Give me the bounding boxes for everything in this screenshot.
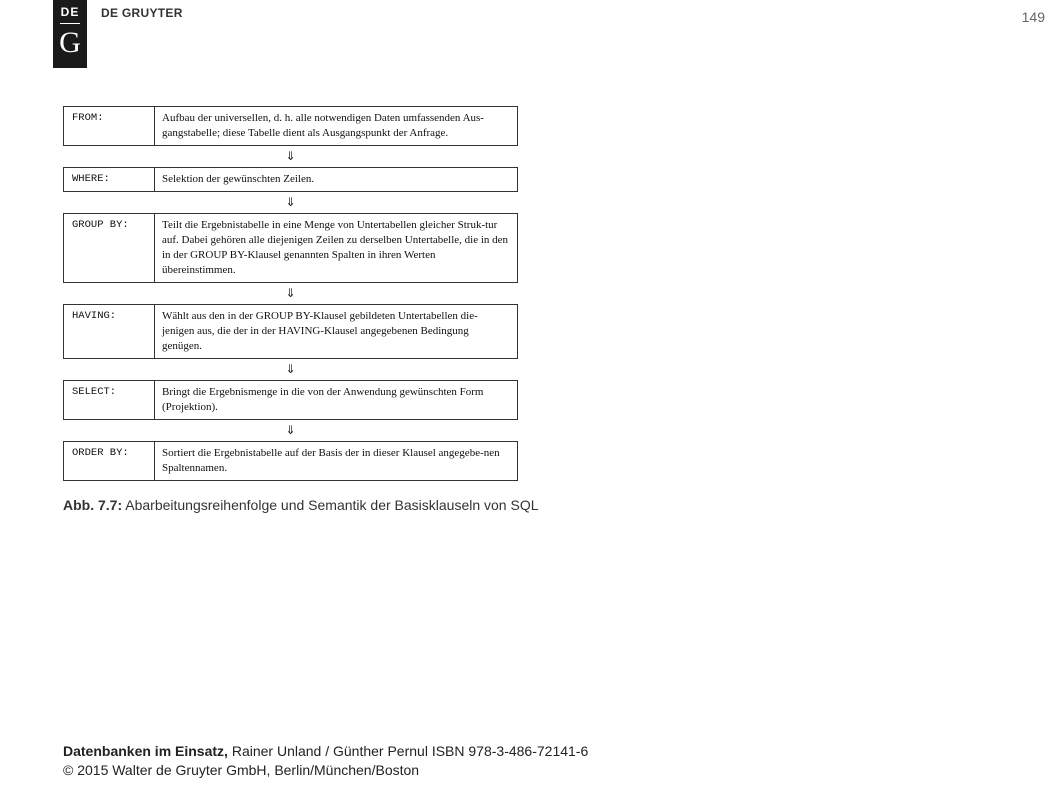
logo-bottom-text: G	[59, 26, 81, 59]
book-title: Datenbanken im Einsatz,	[63, 743, 228, 759]
step-key: GROUP BY:	[64, 214, 155, 282]
logo-top-text: DE	[60, 5, 80, 19]
step-description: Sortiert die Ergebnistabelle auf der Basis der in dieser Klausel angegebe-nen Spaltennamen.	[162, 447, 500, 474]
authors-isbn: Rainer Unland / Günther Pernul ISBN 978-3-486-72141-6	[227, 743, 589, 759]
step-key: SELECT:	[64, 381, 155, 419]
step-description: Aufbau der universellen, d. h. alle notwendigen Daten umfassenden Aus-gangstabelle; diese Tabelle dient als Ausgangspunkt der Anfrage.	[162, 112, 484, 139]
brand-name: DE GRUYTER	[101, 6, 183, 20]
logo-divider	[60, 23, 80, 24]
step-description: Bringt die Ergebnismenge in die von der Anwendung gewünschten Form (Projektion).	[162, 386, 484, 413]
down-arrow-icon: ⇓	[285, 423, 296, 437]
step-key: HAVING:	[64, 305, 155, 358]
step-description: Selektion der gewünschten Zeilen.	[162, 173, 315, 185]
copyright-line: © 2015 Walter de Gruyter GmbH, Berlin/München/Boston	[63, 762, 420, 778]
page-number: 149	[1021, 9, 1045, 25]
publisher-logo	[53, 0, 87, 68]
step-key: ORDER BY:	[64, 442, 155, 480]
down-arrow-icon: ⇓	[285, 195, 296, 209]
step-select	[63, 380, 518, 420]
down-arrow-icon: ⇓	[285, 362, 296, 376]
step-where	[63, 167, 518, 192]
citation-line	[63, 742, 588, 761]
figure-caption	[63, 497, 539, 513]
step-from	[63, 106, 518, 146]
citation-footer	[63, 742, 588, 780]
caption-label: Abb. 7.7:	[63, 497, 123, 513]
caption-text: Abarbeitungsreihenfolge und Semantik der Basisklauseln von SQL	[122, 497, 539, 513]
step-having	[63, 304, 518, 359]
step-key: FROM:	[64, 107, 155, 145]
step-description: Teilt die Ergebnistabelle in eine Menge von Untertabellen gleicher Struk-tur auf. Dabei gehören alle diejenigen Zeilen zu derselben Untertabelle, die in den in der GROUP BY-Klausel genannten Spalten in ihren Werten übereinstimmen.	[162, 219, 509, 276]
down-arrow-icon: ⇓	[285, 149, 296, 163]
down-arrow-icon: ⇓	[285, 286, 296, 300]
step-group-by	[63, 213, 518, 283]
step-key: WHERE:	[64, 168, 155, 191]
step-order-by	[63, 441, 518, 481]
step-description: Wählt aus den in der GROUP BY-Klausel gebildeten Untertabellen die-jenigen aus, die der in der HAVING-Klausel angegebenen Bedingung genügen.	[162, 310, 478, 352]
sql-clause-flow-figure	[63, 106, 518, 481]
